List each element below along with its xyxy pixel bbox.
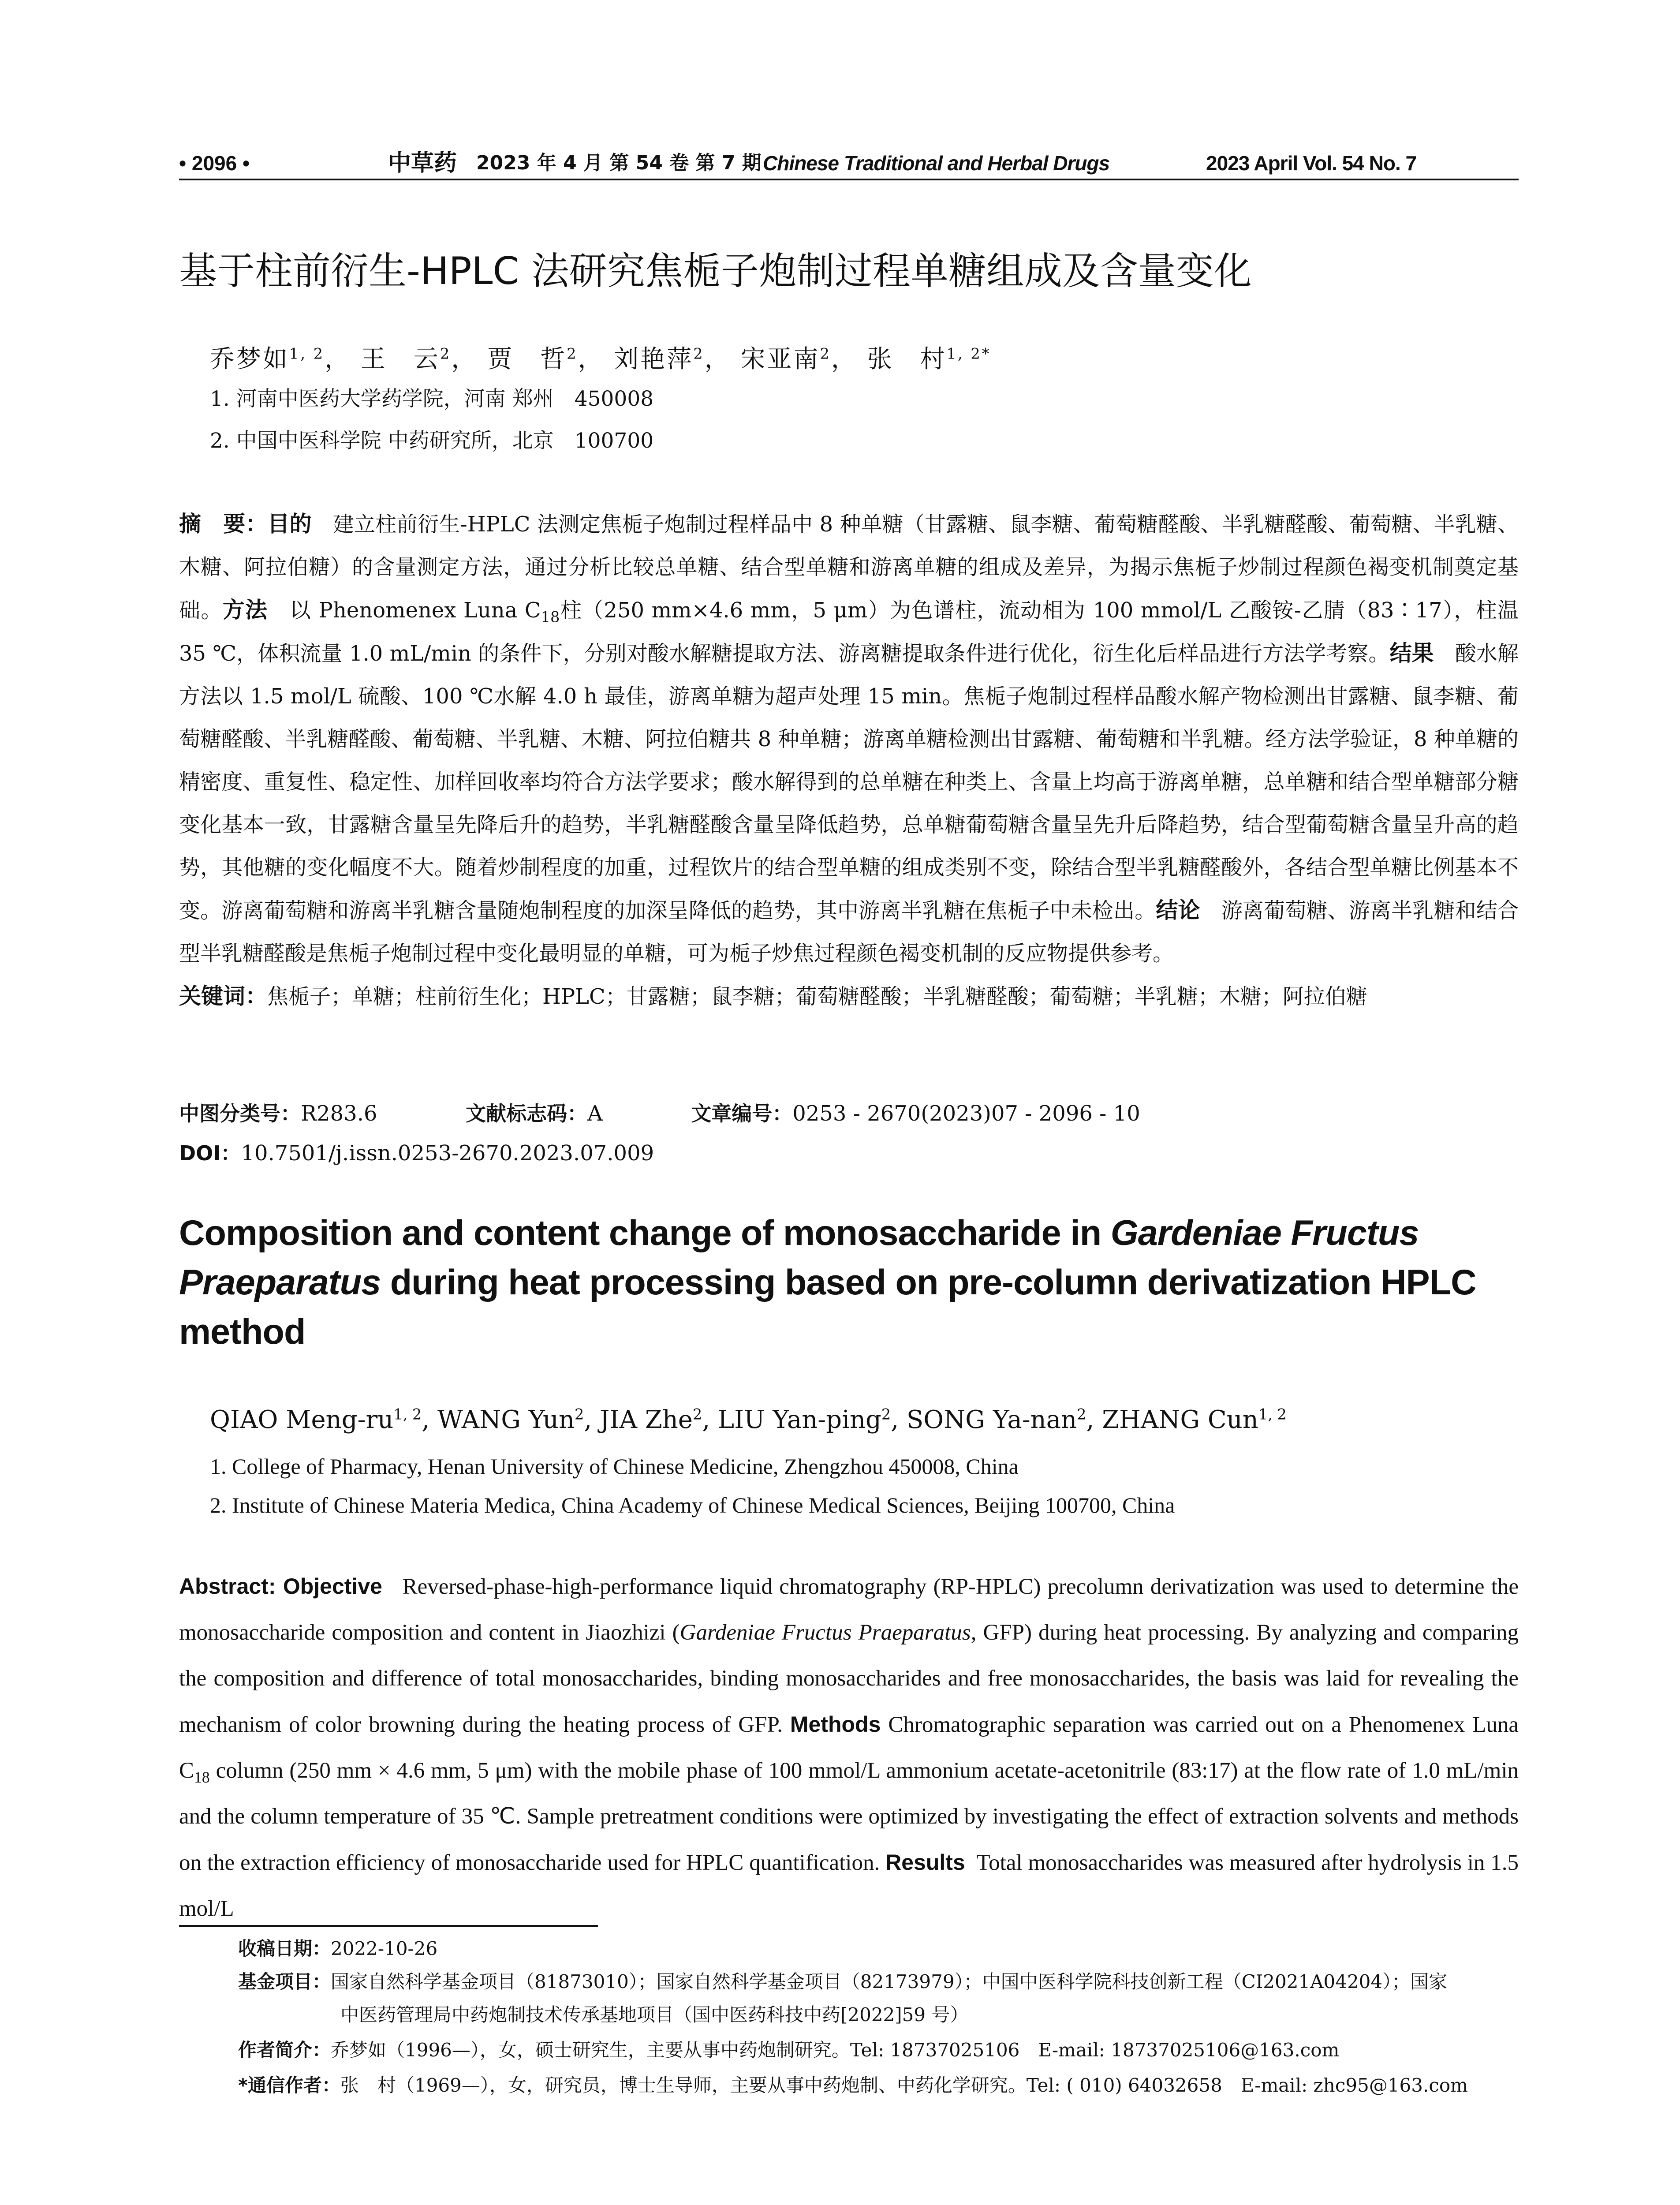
footnote-corresponding <box>238 2070 1519 2100</box>
affiliation-cn: 1. 河南中医药大学药学院，河南 郑州 450008 <box>210 387 654 411</box>
results-label: Results <box>885 1850 965 1875</box>
results-text: 酸水解方法以 1.5 mol/L 硫酸、100 ℃水解 4.0 h 最佳，游离单糖为超声处理 15 min。焦栀子炮制过程样品酸水解产物检测出甘露糖、鼠李糖、葡萄糖醛酸、半乳糖醛酸、葡萄糖、半乳糖、木糖、阿拉伯糖共 8 种单糖；游离单糖检测出甘露糖、葡萄糖和半乳糖。经方法学验证，8 种单糖的精密度、重复性、稳定性、加样回收率均符合方法学要求；酸水解得到的总单糖在种类上、含量上均高于游离单糖，总单糖和结合型单糖部分糖变化基本一致，甘露糖含量呈先降后升的趋势，半乳糖醛酸含量呈降低趋势，总单糖葡萄糖含量呈先升后降趋势，结合型葡萄糖含量呈升高的趋势，其他糖的变化幅度不大。随着炒制程度的加重，过程饮片的结合型单糖的组成类别不变，除结合型半乳糖醛酸外，各结合型单糖比例基本不变。游离葡萄糖和游离半乳糖含量随炮制程度的加深呈降低的趋势，其中游离半乳糖在焦栀子中未检出。 <box>179 641 1519 923</box>
clc-label: 中图分类号： <box>179 1102 301 1125</box>
fund-text: 中医药管理局中药炮制技术传承基地项目（国中医药科技中药[2022]59 号） <box>340 2004 969 2026</box>
author-name: SONG Ya-nan <box>906 1405 1077 1434</box>
methods-label: Methods <box>790 1712 881 1737</box>
author-affiliation-mark: 1, 2 <box>289 345 325 363</box>
footnote-rule <box>179 1925 598 1927</box>
author-name: 乔梦如 <box>210 345 289 374</box>
methods-text: column (250 mm × 4.6 mm, 5 μm) with the mobile phase of 100 mmol/L ammonium acetate-acetonitrile (83:17) at the flow rate of 1.0 mL/min and the column temperature of 35 ℃. Sample pretreatment conditions were optimized by investigating the effect of extraction solvents and methods on the extraction efficiency of monosaccharide used for HPLC quantification. <box>179 1758 1519 1875</box>
author-name: LIU Yan-ping <box>717 1405 881 1434</box>
author-affiliation-mark: 1, 2* <box>946 345 991 363</box>
author-name: 张 村 <box>867 345 947 374</box>
methods-text: 柱（250 mm×4.6 mm，5 μm）为色谱柱，流动相为 100 mmol/L 乙酸铵-乙腈（83∶17），柱温 35 ℃，体积流量 1.0 mL/min 的条件下，分别对酸水解糖提取方法、游离糖提取条件进行优化，衍生化后样品进行方法学考察。 <box>179 598 1519 666</box>
page-number: • 2096 • <box>179 152 250 175</box>
footnote-fund-cont <box>238 2000 1519 2030</box>
doc-code-value: A <box>587 1101 603 1126</box>
methods-label: 方法 <box>222 597 268 623</box>
objective-text: Reversed-phase-high-performance liquid chromatography (RP-HPLC) precolumn derivatization was used to determine the monosaccharide composition and content in Jiaozhizi ( <box>179 1574 1519 1645</box>
doi-line <box>179 1136 654 1171</box>
conclusion-text: 游离葡萄糖、游离半乳糖和结合型半乳糖醛酸是焦栀子炮制过程中变化最明显的单糖，可为栀子炒焦过程颜色褐变机制的反应物提供参考。 <box>179 898 1519 966</box>
objective-italic: Gardeniae Fructus Praeparatus <box>679 1620 971 1645</box>
results-label: 结果 <box>1389 640 1434 666</box>
title-en-text: during heat processing based on pre-column derivatization HPLC method <box>179 1263 1476 1352</box>
fund-text: 国家自然科学基金项目（81873010）；国家自然科学基金项目（82173979）；中国中医科学院科技创新工程（CI2021A04204）；国家 <box>331 1971 1448 1992</box>
corresponding-text: 张 村（1969—），女，研究员，博士生导师，主要从事中药炮制、中药化学研究。Tel: ( 010) 64032658 E-mail: zhc95@163.com <box>340 2074 1468 2096</box>
page-title-cn: 基于柱前衍生-HPLC 法研究焦栀子炮制过程单糖组成及含量变化 <box>179 249 1252 293</box>
author-affiliation-mark: 1, 2 <box>1258 1405 1287 1423</box>
objective-text: , GFP) during heat processing. By analyzing and comparing the composition and difference of total monosaccharides, binding monosaccharides and free monosaccharides, the basis was laid for revealing the mechanism of color browning during the heating process of GFP. <box>179 1620 1519 1737</box>
author-affiliation-mark: 2 <box>881 1405 891 1423</box>
author-bio-text: 乔梦如（1996—），女，硕士研究生，主要从事中药炮制研究。Tel: 18737025106 E-mail: 18737025106@163.com <box>331 2039 1340 2061</box>
author-affiliation-mark: 2 <box>692 1405 702 1423</box>
author-name: 宋亚南 <box>740 345 820 374</box>
methods-text: 以 Phenomenex Luna C <box>289 598 541 623</box>
doc-code-label: 文献标志码： <box>466 1102 588 1125</box>
author-name: QIAO Meng-ru <box>210 1405 394 1434</box>
author-affiliation-mark: 2 <box>567 345 578 363</box>
clc-value: R283.6 <box>301 1101 377 1126</box>
author-name: WANG Yun <box>437 1405 575 1434</box>
doi-label: DOI： <box>179 1141 241 1165</box>
issue-en: 2023 April Vol. 54 No. 7 <box>1206 152 1417 175</box>
affiliation-cn: 2. 中国中医科学院 中药研究所，北京 100700 <box>210 429 654 453</box>
author-name: 贾 哲 <box>487 345 567 374</box>
author-affiliation-mark: 1, 2 <box>393 1405 422 1423</box>
author-bio-label: 作者简介： <box>238 2039 331 2061</box>
author-affiliation-mark: 2 <box>1077 1405 1086 1423</box>
abstract-cn <box>179 503 1519 1018</box>
abstract-objective-label: Abstract: Objective <box>179 1574 382 1599</box>
received-date: 2022-10-26 <box>331 1938 438 1959</box>
classification-line <box>179 1096 1140 1131</box>
methods-text: Chromatographic separation was carried out on a Phenomenex Luna C <box>179 1712 1519 1783</box>
journal-name-en: Chinese Traditional and Herbal Drugs <box>763 152 1110 175</box>
affiliation-en: 1. College of Pharmacy, Henan University of Chinese Medicine, Zhengzhou 450008, China <box>210 1454 1019 1479</box>
author-name: ZHANG Cun <box>1102 1405 1258 1434</box>
methods-subscript: 18 <box>541 608 560 626</box>
article-no-value: 0253 - 2670(2023)07 - 2096 - 10 <box>792 1101 1140 1126</box>
corresponding-label: *通信作者： <box>238 2074 340 2096</box>
keywords-text: 焦栀子；单糖；柱前衍生化；HPLC；甘露糖；鼠李糖；葡萄糖醛酸；半乳糖醛酸；葡萄糖；半乳糖；木糖；阿拉伯糖 <box>267 984 1367 1009</box>
author-affiliation-mark: 2 <box>820 345 831 363</box>
journal-name-cn: 中草药 <box>388 149 457 176</box>
received-label: 收稿日期： <box>238 1938 331 1959</box>
author-name: 王 云 <box>360 345 440 374</box>
objective-text: 建立柱前衍生-HPLC 法测定焦栀子炮制过程样品中 8 种单糖（甘露糖、鼠李糖、葡萄糖醛酸、半乳糖醛酸、葡萄糖、半乳糖、木糖、阿拉伯糖）的含量测定方法，通过分析比较总单糖、结合型单糖和游离单糖的组成及差异，为揭示焦栀子炒制过程颜色褐变机制奠定基础。 <box>179 512 1519 623</box>
conclusion-label: 结论 <box>1156 897 1200 923</box>
author-affiliation-mark: 2 <box>575 1405 584 1423</box>
title-en-text: Composition and content change of monosaccharide in <box>179 1213 1111 1253</box>
issue-cn: 2023 年 4 月 第 54 卷 第 7 期 <box>476 152 762 174</box>
author-affiliation-mark: 2 <box>693 345 705 363</box>
article-no-label: 文章编号： <box>691 1102 793 1125</box>
footnote-received <box>238 1934 1519 1964</box>
objective-label: 目的 <box>267 511 312 537</box>
page-title-en <box>179 1208 1524 1357</box>
keywords-label: 关键词： <box>179 983 267 1009</box>
abstract-label: 摘 要： <box>179 511 268 537</box>
header-rule <box>179 179 1519 180</box>
author-list-cn: 乔梦如$^{1, 2}$， 王 云$^2$， 贾 哲$^2$， 刘艳萍$^2$， 宋亚南$^2$， 张 村$^{1, 2*}$ <box>210 345 991 374</box>
author-name: JIA Zhe <box>600 1405 693 1434</box>
author-affiliation-mark: 2 <box>440 345 452 363</box>
footnote-author <box>238 2035 1519 2065</box>
abstract-en <box>179 1563 1519 1932</box>
methods-subscript: 18 <box>194 1768 210 1786</box>
results-text: Total monosaccharides was measured after hydrolysis in 1.5 mol/L <box>179 1850 1519 1921</box>
title-en-italic: Gardeniae Fructus Praeparatus <box>179 1213 1419 1302</box>
doi-value: 10.7501/j.issn.0253-2670.2023.07.009 <box>241 1141 654 1166</box>
author-name: 刘艳萍 <box>614 345 694 374</box>
affiliation-en: 2. Institute of Chinese Materia Medica, China Academy of Chinese Medical Sciences, Beijing 100700, China <box>210 1493 1175 1517</box>
fund-label: 基金项目： <box>238 1971 331 1992</box>
footnote-fund <box>238 1967 1519 1997</box>
author-list-en: QIAO Meng-ru$^{1, 2}$, WANG Yun$^2$, JIA Zhe$^2$, LIU Yan-ping$^2$, SONG Ya-nan$^2$, ZHANG Cun$^{1, 2}$ <box>210 1405 1287 1434</box>
